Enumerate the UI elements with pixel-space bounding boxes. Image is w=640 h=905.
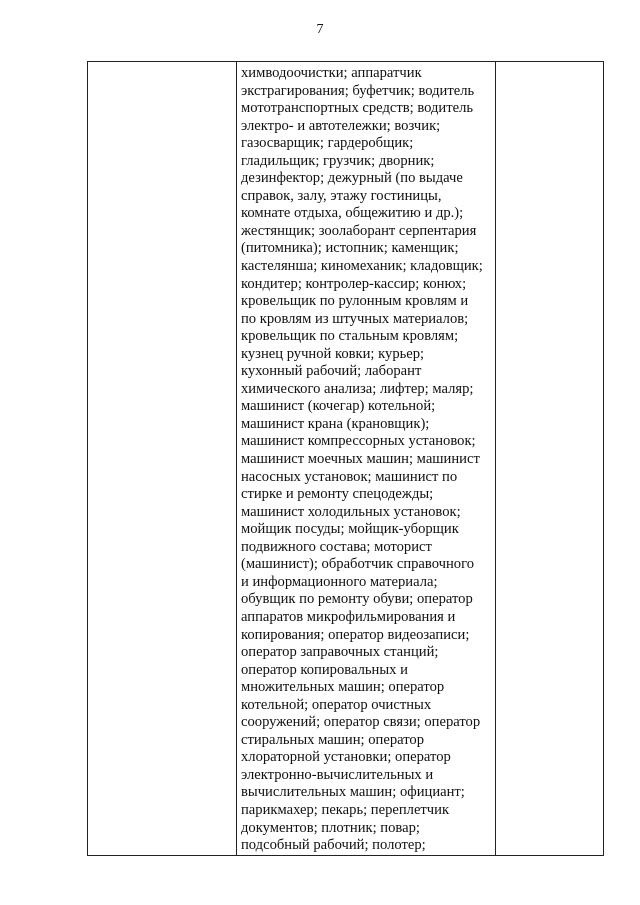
text-line: подвижного состава; моторист [241, 538, 432, 555]
text-line: обувщик по ремонту обуви; оператор [241, 591, 473, 608]
text-line: сооружений; оператор связи; оператор [241, 714, 481, 731]
text-line: гладильщик; грузчик; дворник; [241, 152, 435, 169]
text-line: оператор заправочных станций; [241, 644, 439, 661]
text-line: кухонный рабочий; лаборант [241, 363, 422, 380]
text-line: электронно-вычислительных и [241, 766, 434, 783]
text-line: копирования; оператор видеозаписи; [241, 626, 470, 643]
text-line: жестянщик; зоолаборант серпентария [241, 222, 477, 239]
text-line: насосных установок; машинист по [241, 468, 458, 485]
text-line: подсобный рабочий; полотер; [241, 837, 426, 854]
text-line: оператор копировальных и [241, 661, 408, 678]
table-cell-professions [237, 62, 496, 856]
text-line: кузнец ручной ковки; курьер; [241, 345, 425, 362]
text-line: справок, залу, этажу гостиницы, [241, 187, 442, 204]
text-line: химводоочистки; аппаратчик [241, 65, 422, 81]
table-row [88, 62, 604, 856]
text-line: кондитер; контролер-кассир; конюх; [241, 275, 467, 292]
text-line: по кровлям из штучных материалов; [241, 310, 469, 327]
text-line: кастелянша; киномеханик; кладовщик; [241, 258, 483, 275]
text-line: стирке и ремонту спецодежды; [241, 486, 434, 503]
text-line: машинист компрессорных установок; [241, 433, 476, 450]
table-cell-left [88, 62, 237, 856]
page-number: 7 [316, 22, 324, 37]
text-line: парикмахер; пекарь; переплетчик [241, 801, 450, 818]
text-line: кровельщик по рулонным кровлям и [241, 293, 469, 310]
text-line: множительных машин; оператор [241, 679, 445, 696]
text-line: мойщик посуды; мойщик-уборщик [241, 521, 459, 538]
text-line: комнате отдыха, общежитию и др.); [241, 205, 464, 222]
text-line: и информационного материала; [241, 573, 438, 590]
text-line: (машинист); обработчик справочного [241, 556, 474, 573]
text-line: мототранспортных средств; водитель [241, 100, 474, 117]
text-line: машинист холодильных установок; [241, 503, 461, 520]
table-cell-right [496, 62, 604, 856]
text-line: газосварщик; гардеробщик; [241, 135, 414, 152]
professions-list-text [237, 62, 495, 855]
text-line: машинист (кочегар) котельной; [241, 398, 436, 415]
text-line: химического анализа; лифтер; маляр; [241, 380, 474, 397]
text-line: вычислительных машин; официант; [241, 784, 465, 801]
text-line: хлораторной установки; оператор [241, 749, 451, 766]
text-line: стиральных машин; оператор [241, 731, 424, 748]
document-table [87, 61, 604, 856]
text-line: котельной; оператор очистных [241, 696, 432, 713]
text-line: дезинфектор; дежурный (по выдаче [241, 170, 463, 187]
text-line: экстрагирования; буфетчик; водитель [241, 82, 475, 99]
text-line: аппаратов микрофильмирования и [241, 608, 456, 625]
text-line: (питомника); истопник; каменщик; [241, 240, 459, 257]
text-line: машинист крана (крановщик); [241, 415, 430, 432]
text-line: кровельщик по стальным кровлям; [241, 328, 459, 345]
text-line: электро- и автотележки; возчик; [241, 117, 441, 134]
text-line: документов; плотник; повар; [241, 819, 420, 836]
text-line: машинист моечных машин; машинист [241, 451, 480, 468]
